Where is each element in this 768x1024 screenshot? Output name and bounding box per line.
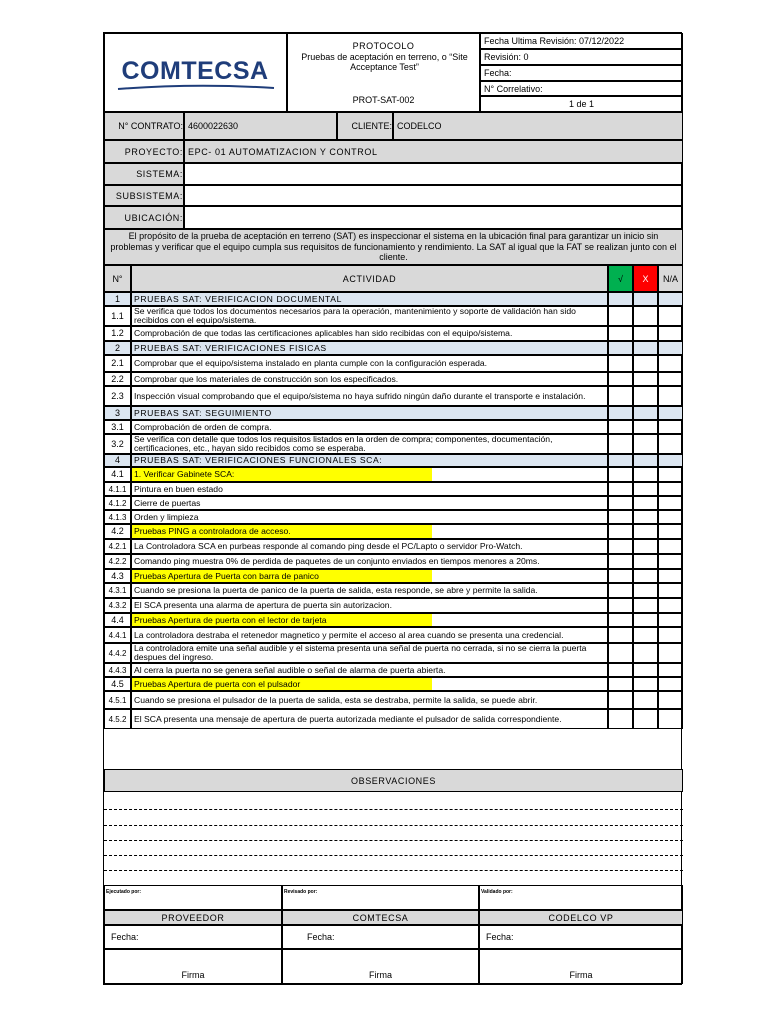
ok-checkbox[interactable] <box>608 539 633 554</box>
activity-row <box>131 598 608 613</box>
activity-text: El SCA presenta una mensaje de apertura de puerta autorizada mediante el pulsador de salida correspondiente. <box>134 713 562 724</box>
row-number: 4.5 <box>104 677 131 691</box>
row-number: 3.1 <box>104 420 131 434</box>
logo-swoosh-icon <box>116 81 276 95</box>
col-activity-header: ACTIVIDAD <box>131 265 608 292</box>
row-number: 2.2 <box>104 372 131 386</box>
section-row <box>131 292 608 306</box>
activity-text: Cierre de puertas <box>134 497 201 508</box>
na-checkbox[interactable] <box>658 524 683 539</box>
activity-row <box>131 539 608 554</box>
ok-checkbox[interactable] <box>608 292 633 306</box>
activity-text: Cuando se presiona el pulsador de la puerta de salida, esta se destraba, permite la salida, se puede abrir. <box>134 694 538 705</box>
protocol-document <box>103 32 682 985</box>
fail-checkbox[interactable] <box>633 691 658 709</box>
fail-checkbox[interactable] <box>633 583 658 598</box>
fail-checkbox[interactable] <box>633 386 658 406</box>
fail-checkbox[interactable] <box>633 406 658 420</box>
location-field[interactable] <box>184 206 683 229</box>
ok-checkbox[interactable] <box>608 467 633 482</box>
subsystem-field[interactable] <box>184 185 683 206</box>
codelco-date[interactable]: Fecha: <box>479 925 683 949</box>
activity-text: La controladora emite una señal audible y el sistema presenta una señal de puerta no cerrada, si no se cierra la puerta despues del ingreso. <box>134 643 587 662</box>
na-checkbox[interactable] <box>658 496 683 510</box>
provider-signature[interactable]: Firma <box>104 949 282 984</box>
row-number: 4.2 <box>104 524 131 539</box>
row-number: 4.3 <box>104 569 131 583</box>
activity-text: Inspección visual comprobando que el equipo/sistema no haya sufrido ningún daño durante el transporte e instalación. <box>134 390 586 401</box>
activity-row <box>131 663 608 677</box>
ok-checkbox[interactable] <box>608 643 633 663</box>
na-checkbox[interactable] <box>658 386 683 406</box>
ok-checkbox[interactable] <box>608 569 633 583</box>
activity-text: Comprobar que los materiales de construcción son los especificados. <box>134 373 399 384</box>
activity-row <box>131 691 608 709</box>
na-checkbox[interactable] <box>658 355 683 372</box>
subsection-row <box>131 677 608 691</box>
activity-row <box>131 372 608 386</box>
na-checkbox[interactable] <box>658 406 683 420</box>
col-fail-header: X <box>633 265 658 292</box>
system-label: SISTEMA: <box>104 163 184 185</box>
fail-checkbox[interactable] <box>633 434 658 454</box>
activity-text: Comando ping muestra 0% de perdida de paquetes de un conjunto enviados en tiempos menores a 20ms. <box>134 556 540 566</box>
na-checkbox[interactable] <box>658 539 683 554</box>
row-number: 4 <box>104 454 131 467</box>
logo-cell <box>104 33 287 112</box>
activity-text: Pruebas Apertura de puerta con el pulsador <box>132 678 432 690</box>
activity-text: Cuando se presiona la puerta de panico de la puerta de salida, esta responde, se abre y permite la salida. <box>134 585 538 595</box>
ok-checkbox[interactable] <box>608 691 633 709</box>
activity-row <box>131 434 608 454</box>
ok-checkbox[interactable] <box>608 341 633 355</box>
subsection-row <box>131 467 608 482</box>
ok-checkbox[interactable] <box>608 420 633 434</box>
comtecsa-header: COMTECSA <box>282 910 479 925</box>
fail-checkbox[interactable] <box>633 554 658 569</box>
activity-text: El SCA presenta una alarma de apertura de puerta sin autorizacion. <box>134 600 392 610</box>
fail-checkbox[interactable] <box>633 663 658 677</box>
activity-row <box>131 355 608 372</box>
subsystem-label: SUBSISTEMA: <box>104 185 184 206</box>
correlative-number: N° Correlativo: <box>480 81 683 96</box>
protocol-description: Pruebas de aceptación en terreno, o “Site Acceptance Test” <box>301 52 468 72</box>
activity-text: Se verifica que todos los documentos necesarios para la operación, mantenimiento y soporte de validación han sido recibidos con el equipo/sistema. <box>134 306 576 325</box>
row-number: 4.4 <box>104 613 131 627</box>
comtecsa-signature[interactable]: Firma <box>282 949 479 984</box>
client-label: CLIENTE: <box>337 112 393 140</box>
activity-row <box>131 627 608 643</box>
na-checkbox[interactable] <box>658 627 683 643</box>
fail-checkbox[interactable] <box>633 643 658 663</box>
fail-checkbox[interactable] <box>633 627 658 643</box>
header-date: Fecha: <box>480 65 683 81</box>
na-checkbox[interactable] <box>658 306 683 326</box>
subsection-row <box>131 613 608 627</box>
comtecsa-date[interactable]: Fecha: <box>282 925 479 949</box>
na-checkbox[interactable] <box>658 482 683 496</box>
na-checkbox[interactable] <box>658 454 683 467</box>
activity-text: Comprobación de que todas las certificaciones aplicables han sido recibidas con el equipo/sistema. <box>134 328 513 338</box>
activity-row <box>131 510 608 524</box>
project-label: PROYECTO: <box>104 140 184 163</box>
activity-text: Pintura en buen estado <box>134 483 223 494</box>
na-checkbox[interactable] <box>658 691 683 709</box>
activity-text: Pruebas PING a controladora de acceso. <box>132 525 432 538</box>
fail-checkbox[interactable] <box>633 677 658 691</box>
na-checkbox[interactable] <box>658 510 683 524</box>
protocol-cell <box>287 33 480 112</box>
activity-text: 1. Verificar Gabinete SCA: <box>132 468 432 481</box>
project-name: EPC- 01 AUTOMATIZACION Y CONTROL <box>184 140 683 163</box>
codelco-header: CODELCO VP <box>479 910 683 925</box>
activity-row <box>131 583 608 598</box>
ok-checkbox[interactable] <box>608 306 633 326</box>
fail-checkbox[interactable] <box>633 355 658 372</box>
row-number: 4.2.1 <box>104 539 131 554</box>
activity-row <box>131 386 608 406</box>
activity-text: Al cerra la puerta no se genera señal audible o señal de alarma de puerta abierta. <box>134 664 446 675</box>
activity-text: PRUEBAS SAT: VERIFICACIONES FUNCIONALES SCA: <box>134 455 383 465</box>
fail-checkbox[interactable] <box>633 569 658 583</box>
activity-row <box>131 326 608 341</box>
codelco-signature[interactable]: Firma <box>479 949 683 984</box>
na-checkbox[interactable] <box>658 292 683 306</box>
activity-text: Comprobar que el equipo/sistema instalado en planta cumple con la configuración esperada. <box>134 358 488 368</box>
fail-checkbox[interactable] <box>633 306 658 326</box>
contract-label: N° CONTRATO: <box>104 112 184 140</box>
row-number: 1 <box>104 292 131 306</box>
ok-checkbox[interactable] <box>608 496 633 510</box>
ok-checkbox[interactable] <box>608 406 633 420</box>
activity-text: PRUEBAS SAT: SEGUIMIENTO <box>134 407 272 418</box>
na-checkbox[interactable] <box>658 569 683 583</box>
fail-checkbox[interactable] <box>633 326 658 341</box>
row-number: 4.4.1 <box>104 627 131 643</box>
comtecsa-logo <box>116 53 276 93</box>
activity-row <box>131 306 608 326</box>
activity-text: Pruebas Apertura de puerta con el lector de tarjeta <box>132 614 432 626</box>
fail-checkbox[interactable] <box>633 709 658 729</box>
provider-date[interactable]: Fecha: <box>104 925 282 949</box>
activity-text: PRUEBAS SAT: VERIFICACIONES FISICAS <box>134 342 327 353</box>
activity-text: La controladora destraba el retenedor magnetico y permite el acceso al area cuando se presenta una credencial. <box>134 629 564 640</box>
provider-header: PROVEEDOR <box>104 910 282 925</box>
fail-checkbox[interactable] <box>633 524 658 539</box>
na-checkbox[interactable] <box>658 341 683 355</box>
revision-date: Fecha Ultima Revisión: 07/12/2022 <box>480 33 683 49</box>
fail-checkbox[interactable] <box>633 372 658 386</box>
activity-row <box>131 554 608 569</box>
observations-title: OBSERVACIONES <box>104 769 683 792</box>
ok-checkbox[interactable] <box>608 613 633 627</box>
ok-checkbox[interactable] <box>608 627 633 643</box>
row-number: 3 <box>104 406 131 420</box>
activity-row <box>131 496 608 510</box>
activity-text: Orden y limpieza <box>134 511 199 522</box>
protocol-title: PROTOCOLO <box>352 41 415 51</box>
na-checkbox[interactable] <box>658 434 683 454</box>
ok-checkbox[interactable] <box>608 326 633 341</box>
ok-checkbox[interactable] <box>608 598 633 613</box>
ok-checkbox[interactable] <box>608 355 633 372</box>
na-checkbox[interactable] <box>658 467 683 482</box>
na-checkbox[interactable] <box>658 420 683 434</box>
row-number: 2.1 <box>104 355 131 372</box>
fail-checkbox[interactable] <box>633 598 658 613</box>
ok-checkbox[interactable] <box>608 663 633 677</box>
activity-text: Pruebas Apertura de Puerta con barra de panico <box>132 570 432 582</box>
section-row <box>131 454 608 467</box>
row-number: 1.1 <box>104 306 131 326</box>
section-row <box>131 406 608 420</box>
activity-text: La Controladora SCA en purbeas responde al comando ping desde el PC/Lapto o servidor Pro-Watch. <box>134 541 523 551</box>
fail-checkbox[interactable] <box>633 539 658 554</box>
ok-checkbox[interactable] <box>608 583 633 598</box>
activity-row <box>131 709 608 729</box>
ok-checkbox[interactable] <box>608 677 633 691</box>
row-number: 4.2.2 <box>104 554 131 569</box>
subsection-row <box>131 569 608 583</box>
ok-checkbox[interactable] <box>608 524 633 539</box>
na-checkbox[interactable] <box>658 643 683 663</box>
ok-checkbox[interactable] <box>608 554 633 569</box>
na-checkbox[interactable] <box>658 663 683 677</box>
fail-checkbox[interactable] <box>633 454 658 467</box>
protocol-code: PROT-SAT-002 <box>352 95 415 105</box>
logo-text: COMTECSA <box>121 56 269 85</box>
na-checkbox[interactable] <box>658 613 683 627</box>
ok-checkbox[interactable] <box>608 386 633 406</box>
ok-checkbox[interactable] <box>608 372 633 386</box>
fail-checkbox[interactable] <box>633 467 658 482</box>
na-checkbox[interactable] <box>658 598 683 613</box>
activity-row <box>131 643 608 663</box>
row-number: 4.1.1 <box>104 482 131 496</box>
activity-text: PRUEBAS SAT: VERIFICACION DOCUMENTAL <box>134 293 342 304</box>
col-ok-header: √ <box>608 265 633 292</box>
reviewed-by: Revisado por: <box>282 885 479 910</box>
fail-checkbox[interactable] <box>633 482 658 496</box>
ok-checkbox[interactable] <box>608 454 633 467</box>
col-number-header: N° <box>104 265 131 292</box>
fail-checkbox[interactable] <box>633 292 658 306</box>
activity-text: Comprobación de orden de compra. <box>134 421 272 432</box>
na-checkbox[interactable] <box>658 677 683 691</box>
na-checkbox[interactable] <box>658 709 683 729</box>
fail-checkbox[interactable] <box>633 420 658 434</box>
fail-checkbox[interactable] <box>633 613 658 627</box>
fail-checkbox[interactable] <box>633 341 658 355</box>
col-na-header: N/A <box>658 265 683 292</box>
row-number: 2 <box>104 341 131 355</box>
ok-checkbox[interactable] <box>608 482 633 496</box>
row-number: 2.3 <box>104 386 131 406</box>
row-number: 4.1.3 <box>104 510 131 524</box>
row-number: 1.2 <box>104 326 131 341</box>
row-number: 4.4.3 <box>104 663 131 677</box>
executed-by: Ejecutado por: <box>104 885 282 910</box>
purpose-text: El propósito de la prueba de aceptación en terreno (SAT) es inspeccionar el sistema en la ubicación final para garantizar un inicio sin problemas y verificar que el equipo cumpla sus requisitos de funcionamiento y rendimiento. La SAT al igual que la FAT se realizan junto con el cliente. <box>104 229 683 265</box>
row-number: 4.5.2 <box>104 709 131 729</box>
client-name: CODELCO <box>393 112 683 140</box>
na-checkbox[interactable] <box>658 554 683 569</box>
observations-area[interactable] <box>104 792 683 885</box>
ok-checkbox[interactable] <box>608 709 633 729</box>
row-number: 4.5.1 <box>104 691 131 709</box>
na-checkbox[interactable] <box>658 372 683 386</box>
row-number: 4.3.1 <box>104 583 131 598</box>
section-row <box>131 341 608 355</box>
ok-checkbox[interactable] <box>608 434 633 454</box>
row-number: 4.3.2 <box>104 598 131 613</box>
location-label: UBICACIÓN: <box>104 206 184 229</box>
row-number: 4.4.2 <box>104 643 131 663</box>
activity-row <box>131 482 608 496</box>
row-number: 4.1.2 <box>104 496 131 510</box>
na-checkbox[interactable] <box>658 326 683 341</box>
ok-checkbox[interactable] <box>608 510 633 524</box>
contract-number: 4600022630 <box>184 112 337 140</box>
na-checkbox[interactable] <box>658 583 683 598</box>
system-field[interactable] <box>184 163 683 185</box>
activity-text: Se verifica con detalle que todos los requisitos listados en la orden de compra; componentes, documentación, certificaciones, etc., hayan sido recibidos como se esperaba. <box>134 434 553 453</box>
row-number: 3.2 <box>104 434 131 454</box>
validated-by: Validado por: <box>479 885 683 910</box>
row-number: 4.1 <box>104 467 131 482</box>
fail-checkbox[interactable] <box>633 510 658 524</box>
activity-row <box>131 420 608 434</box>
page-number: 1 de 1 <box>480 96 683 112</box>
subsection-row <box>131 524 608 539</box>
revision-number: Revisión: 0 <box>480 49 683 65</box>
fail-checkbox[interactable] <box>633 496 658 510</box>
